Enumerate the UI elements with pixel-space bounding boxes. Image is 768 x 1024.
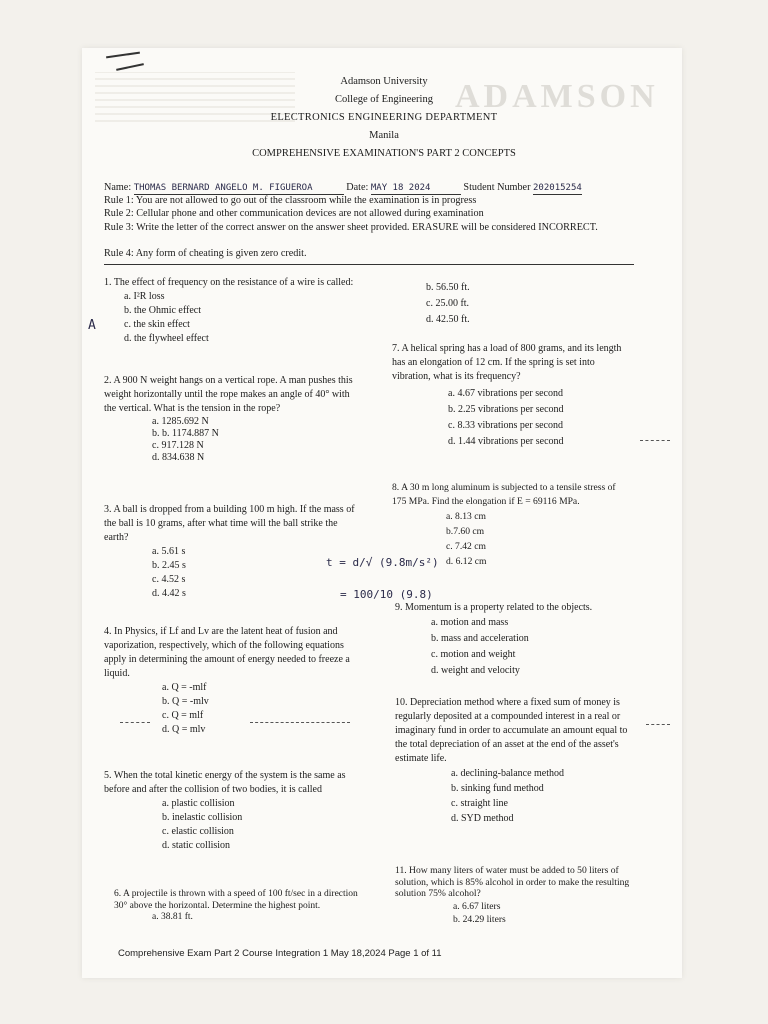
rule-4: Rule 4: Any form of cheating is given zero credit.: [104, 248, 307, 259]
watermark-text: ADAMSON: [455, 78, 659, 115]
option: a. Q = -mlf: [162, 682, 207, 693]
question-6-continued: [426, 280, 626, 328]
margin-answer-mark: A: [88, 318, 96, 333]
option: c. 8.33 vibrations per second: [448, 420, 563, 431]
page-footer: Comprehensive Exam Part 2 Course Integration 1 May 18,2024 Page 1 of 11: [118, 948, 442, 959]
option: d. SYD method: [451, 813, 514, 824]
option: b. mass and acceleration: [431, 633, 529, 644]
question-stem: A ball is dropped from a building 100 m high. If the mass of the ball is 10 grams, after what time will the ball strike the earth?: [104, 504, 355, 543]
pen-stroke: [120, 722, 150, 724]
option: b. Q = -mlv: [162, 696, 209, 707]
question-stem: A 900 N weight hangs on a vertical rope. A man pushes this weight horizontally until the rope makes an angle of 40° with the vertical. What is the tension in the rope?: [104, 375, 353, 414]
option: c. the skin effect: [124, 319, 190, 330]
option: c. 25.00 ft.: [426, 298, 470, 309]
option: d. 4.42 s: [152, 588, 186, 599]
question-stem: A helical spring has a load of 800 grams, and its length has an elongation of 12 cm. If the spring is set into vibration, what is its frequency?: [392, 343, 622, 382]
option: a. plastic collision: [162, 798, 235, 809]
option: b. sinking fund method: [451, 783, 544, 794]
question-stem: In Physics, if Lf and Lv are the latent heat of fusion and vaporization, respectively, which of the following equations apply in determining the amount of energy needed to freeze a liquid.: [104, 626, 350, 679]
option: a. I²R loss: [124, 291, 165, 302]
option: d. the flywheel effect: [124, 333, 209, 344]
handwritten-work: = 100/10 (9.8): [340, 588, 433, 601]
question-stem: A projectile is thrown with a speed of 100 ft/sec in a direction 30° above the horizontal. Determine the highest point.: [114, 889, 358, 911]
option: b. 2.45 s: [152, 560, 186, 571]
option: a. 6.67 liters: [453, 900, 501, 912]
option: d. 1.44 vibrations per second: [448, 436, 564, 447]
option: c. Q = mlf: [162, 710, 204, 721]
date-value: MAY 18 2024: [371, 183, 461, 195]
option: d. 834.638 N: [152, 452, 205, 463]
question-4: 4. In Physics, if Lf and Lv are the latent heat of fusion and vaporization, respectively, which of the following equations apply in determining the amount of energy needed to freeze a liquid. a. Q = -mlf b. Q = -mlv c. Q = mlf d. Q = mlv: [104, 625, 354, 737]
question-7: 7. A helical spring has a load of 800 grams, and its length has an elongation of 12 cm. If the spring is set into vibration, what is its frequency? a. 4.67 vibrations per second b. 2.25 vibrations per second c. 8.33 vibrations per second d. 1.44 vibrations per second: [392, 342, 632, 450]
name-value: THOMAS BERNARD ANGELO M. FIGUEROA: [134, 183, 344, 195]
option: c. motion and weight: [431, 649, 516, 660]
option: b. inelastic collision: [162, 812, 243, 823]
question-1: 1. The effect of frequency on the resistance of a wire is called: a. I²R loss b. the Ohmic effect c. the skin effect d. the flywheel effect: [104, 277, 354, 344]
question-9: 9. Momentum is a property related to the objects. a. motion and mass b. mass and acceleration c. motion and weight d. weight and velocity: [395, 601, 635, 679]
rule-2: Rule 2: Cellular phone and other communication devices are not allowed during examination: [104, 208, 484, 219]
university-name: Adamson University: [340, 76, 428, 87]
option: d. Q = mlv: [162, 724, 206, 735]
question-8: 8. A 30 m long aluminum is subjected to a tensile stress of 175 MPa. Find the elongation if E = 69116 MPa. a. 8.13 cm b.7.60 cm c. 7.42 cm d. 6.12 cm: [392, 481, 632, 569]
option: a. declining-balance method: [451, 768, 565, 779]
city-name: Manila: [369, 130, 399, 141]
pen-stroke: [250, 722, 350, 724]
question-stem: The effect of frequency on the resistance of a wire is called:: [113, 277, 354, 288]
name-label: Name:: [104, 182, 132, 193]
option: a. motion and mass: [431, 617, 509, 628]
option: d. static collision: [162, 840, 231, 851]
question-11: 11. How many liters of water must be added to 50 liters of solution, which is 85% alcohol in order to make the resulting solution 75% alcohol? a. 6.67 liters b. 24.29 liters: [395, 865, 635, 926]
option: a. 8.13 cm: [446, 511, 486, 522]
question-stem: A 30 m long aluminum is subjected to a tensile stress of 175 MPa. Find the elongation if E = 69116 MPa.: [392, 482, 616, 507]
option: d. 42.50 ft.: [426, 314, 470, 325]
student-number-label: Student Number: [463, 182, 531, 193]
college-name: College of Engineering: [335, 94, 433, 105]
question-5: 5. When the total kinetic energy of the system is the same as before and after the collision of two bodies, it is called a. plastic collision b. inelastic collision c. elastic collision d. static collision: [104, 769, 359, 853]
question-10: 10. Depreciation method where a fixed sum of money is regularly deposited at a compounded interest in a real or imaginary fund in order to accumulate an amount equal to the total depreciation of an asset at the end of the asset's estimate life. a. declining-balance method b. sinking fund method c. straight line d. SYD method: [395, 696, 635, 826]
option: b. 2.25 vibrations per second: [448, 404, 564, 415]
student-info-line: [104, 182, 634, 195]
option: a. 5.61 s: [152, 546, 186, 557]
pen-stroke: [646, 724, 670, 726]
option: d. 6.12 cm: [446, 556, 487, 567]
option: c. elastic collision: [162, 826, 234, 837]
department-name: ELECTRONICS ENGINEERING DEPARTMENT: [270, 112, 498, 123]
question-stem: When the total kinetic energy of the system is the same as before and after the collision of two bodies, it is called: [104, 770, 346, 795]
handwritten-work: t = d/√ (9.8m/s²): [326, 556, 439, 569]
question-2: 2. A 900 N weight hangs on a vertical rope. A man pushes this weight horizontally until the rope makes an angle of 40° with the vertical. What is the tension in the rope? a. 1285.692 N b. b. 1174.887 N c. 917.128 N d. 834.638 N: [104, 375, 353, 463]
option: c. straight line: [451, 798, 508, 809]
option: a. 1285.692 N: [152, 416, 209, 427]
student-number-value: 202015254: [533, 183, 582, 193]
question-stem: How many liters of water must be added to 50 liters of solution, which is 85% alcohol in order to make the resulting solution 75% alcohol?: [395, 865, 630, 899]
option: a. 4.67 vibrations per second: [448, 388, 563, 399]
option: c. 4.52 s: [152, 574, 186, 585]
option: a. 38.81 ft.: [152, 912, 193, 922]
question-6: 6. A projectile is thrown with a speed of 100 ft/sec in a direction 30° above the horizontal. Determine the highest point. a. 38.81 ft.: [114, 889, 364, 924]
option: b. 24.29 liters: [453, 913, 506, 925]
date-label: Date:: [346, 182, 369, 193]
exam-title: COMPREHENSIVE EXAMINATION'S PART 2 CONCEPTS: [252, 148, 516, 159]
option: d. weight and velocity: [431, 665, 520, 676]
rule-1: Rule 1: You are not allowed to go out of the classroom while the examination is in progress: [104, 195, 477, 206]
option: b.7.60 cm: [446, 526, 485, 537]
option: b. b. 1174.887 N: [152, 428, 219, 439]
option: c. 917.128 N: [152, 440, 204, 451]
pen-stroke: [640, 440, 670, 442]
question-stem: Momentum is a property related to the objects.: [405, 602, 593, 613]
option: b. 56.50 ft.: [426, 282, 470, 293]
divider: [104, 264, 634, 265]
question-3: 3. A ball is dropped from a building 100 m high. If the mass of the ball is 10 grams, after what time will the ball strike the earth? a. 5.61 s b. 2.45 s c. 4.52 s d. 4.42 s: [104, 503, 364, 601]
option: c. 7.42 cm: [446, 541, 486, 552]
option: b. the Ohmic effect: [124, 305, 202, 316]
question-stem: Depreciation method where a fixed sum of money is regularly deposited at a compounded interest in a real or imaginary fund in order to accumulate an amount equal to the total depreciation of an asset at the end of the asset's estimate life.: [395, 697, 628, 764]
rule-3: Rule 3: Write the letter of the correct answer on the answer sheet provided. ERASURE will be considered INCORRECT.: [104, 222, 598, 233]
